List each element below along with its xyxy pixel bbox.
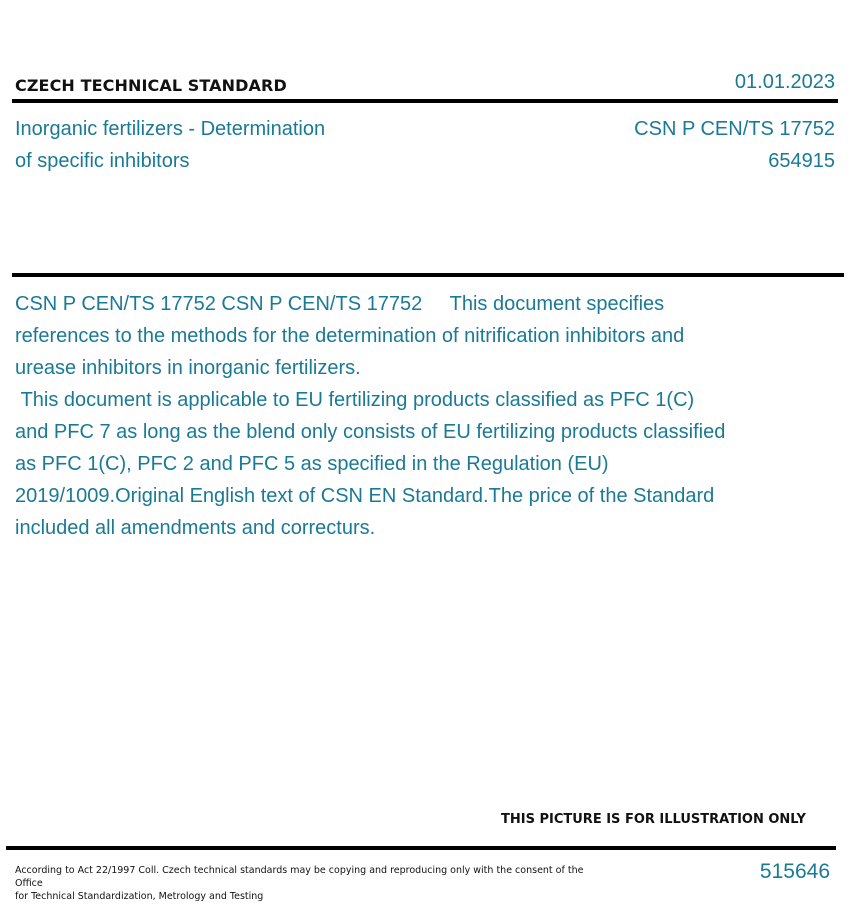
document-identifiers (634, 113, 835, 177)
middle-divider (12, 273, 844, 277)
illustration-disclaimer: THIS PICTURE IS FOR ILLUSTRATION ONLY (501, 812, 806, 827)
legal-notice-line-1: According to Act 22/1997 Coll. Czech technical standards may be copying and reproducing only with the consent of the Office (15, 865, 584, 889)
top-divider (12, 99, 838, 103)
document-description: CSN P CEN/TS 17752 CSN P CEN/TS 17752 This document specifies references to the methods for the determination of nitrification inhibitors and urease inhibitors in inorganic fertilizers. This document is applicable to EU fertilizing products classified as PFC 1(C) and PFC 7 as long as the blend only consists of EU fertilizing products classified as PFC 1(C), PFC 2 and PFC 5 as specified in the Regulation (EU) 2019/1009.Original English text of CSN EN Standard.The price of the Standard included all amendments and correcturs. (15, 293, 726, 539)
legal-notice (15, 864, 585, 903)
legal-notice-line-2: for Technical Standardization, Metrology and Testing (15, 891, 264, 902)
document-title-line-1: Inorganic fertilizers - Determination (15, 118, 326, 140)
bottom-divider (6, 846, 836, 850)
catalog-number: 654915 (768, 150, 835, 172)
standard-number: CSN P CEN/TS 17752 (634, 118, 835, 140)
document-title-line-2: of specific inhibitors (15, 150, 190, 172)
price-code: 515646 (759, 860, 830, 883)
document-title (15, 113, 375, 177)
standard-type-heading: CZECH TECHNICAL STANDARD (15, 76, 287, 95)
issue-date: 01.01.2023 (734, 71, 835, 93)
